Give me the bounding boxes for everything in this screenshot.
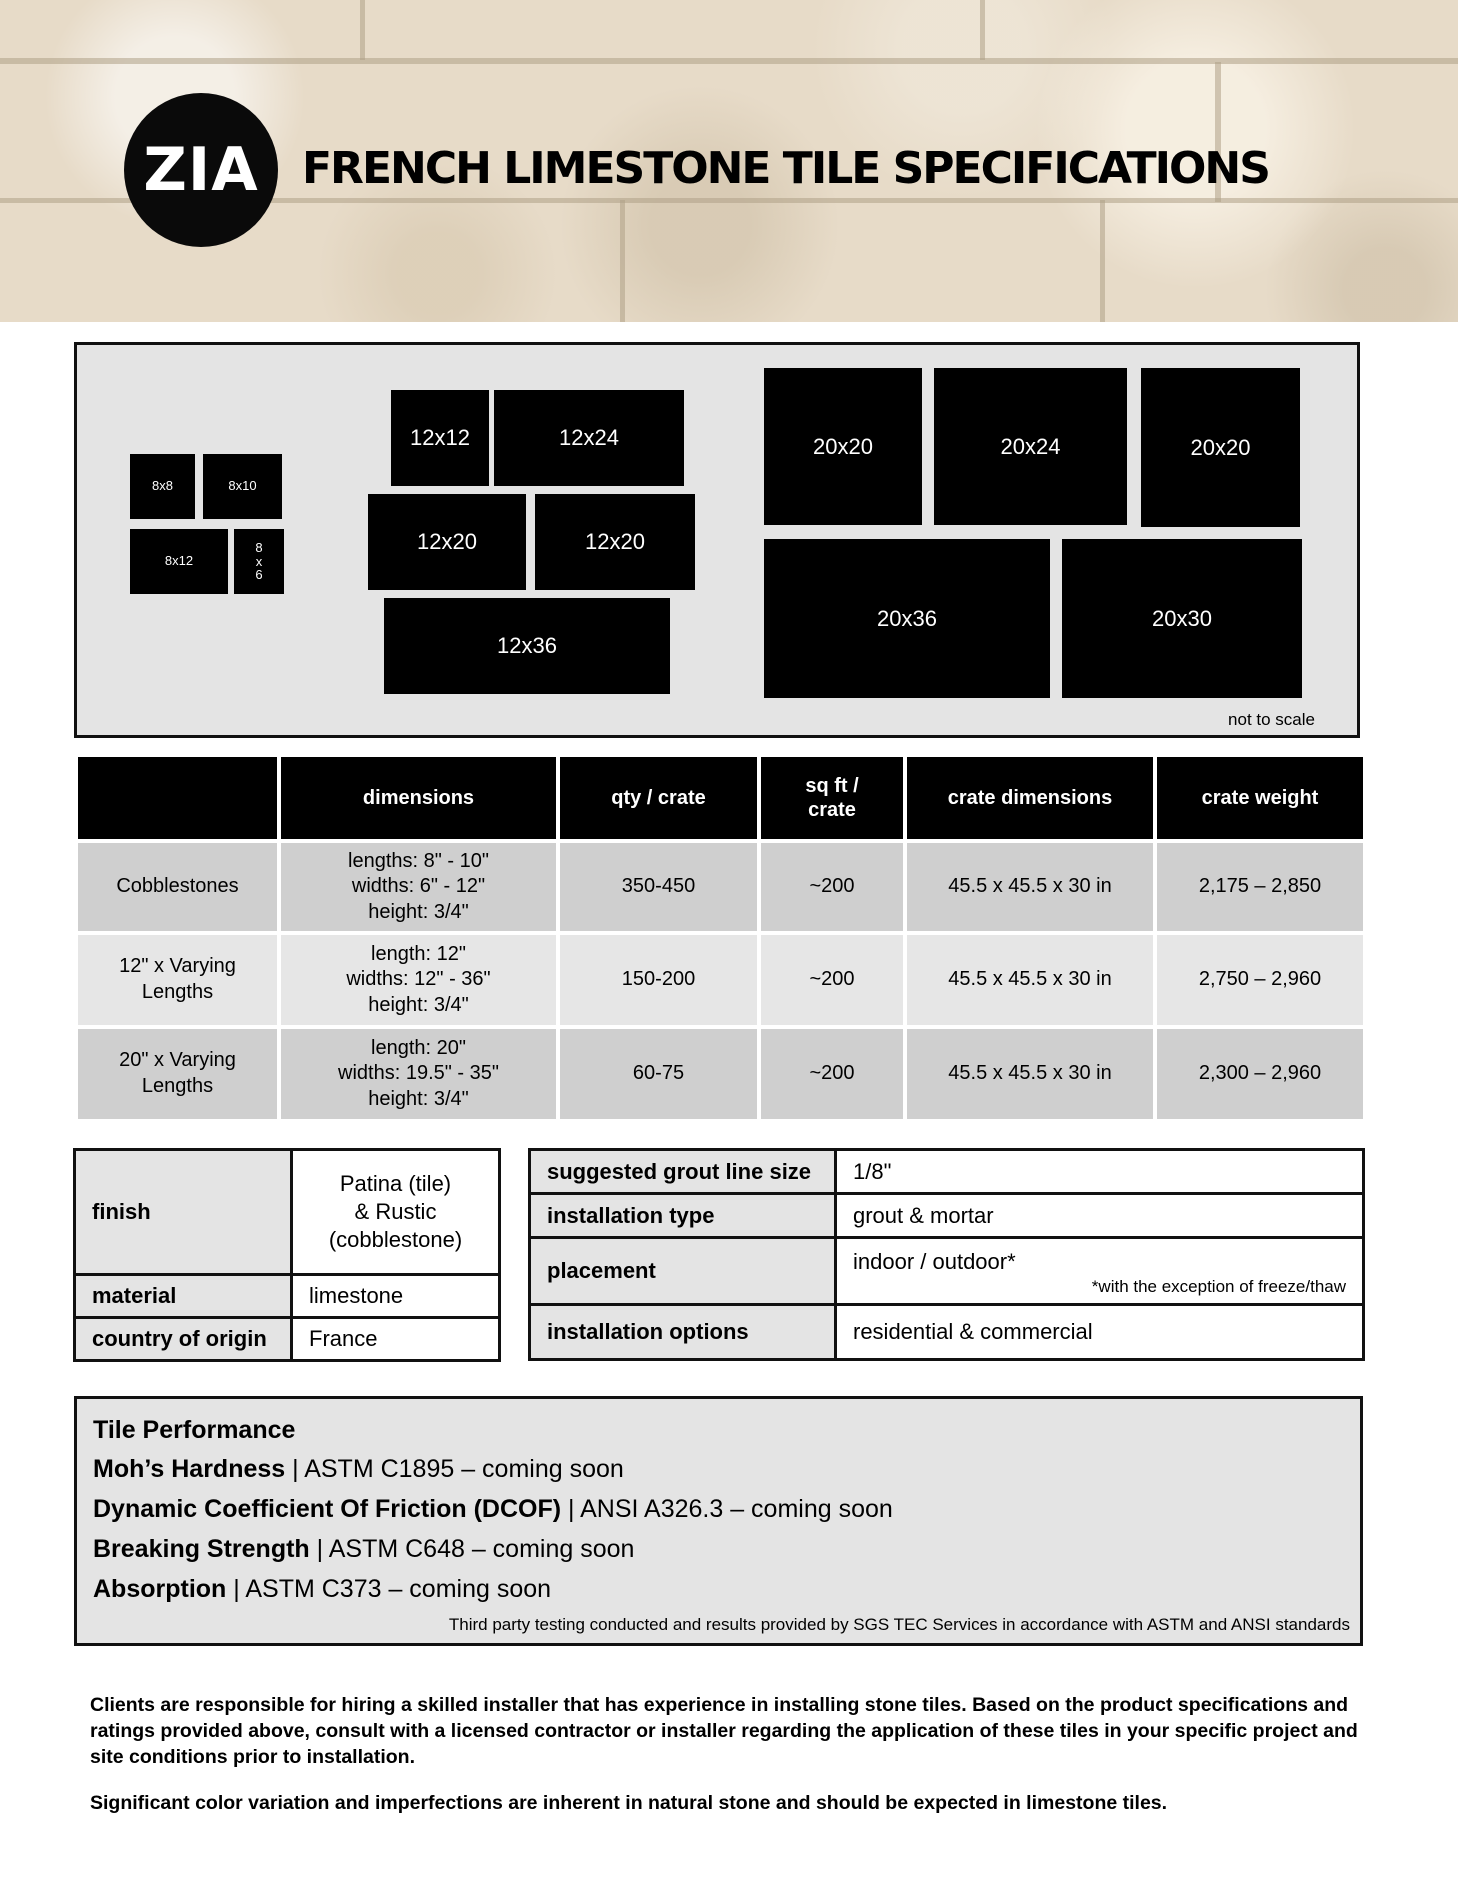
tile-8x10: 8x10	[203, 454, 282, 519]
qty-cell: 150-200	[560, 931, 757, 1025]
placement-note: *with the exception of freeze/thaw	[1091, 1277, 1346, 1296]
installation-type-value: grout & mortar	[836, 1194, 1364, 1238]
performance-label: Dynamic Coefficient Of Friction (DCOF)	[93, 1495, 562, 1523]
performance-value: | ANSI A326.3 – coming soon	[568, 1495, 893, 1523]
tile-20x24: 20x24	[934, 368, 1127, 525]
placement-label: placement	[530, 1238, 836, 1305]
page-title: FRENCH LIMESTONE TILE SPECIFICATIONS	[302, 143, 1269, 194]
installation-options-label: installation options	[530, 1305, 836, 1360]
material-label: material	[75, 1275, 292, 1318]
performance-row	[93, 1489, 1346, 1529]
crate-dimensions-cell: 45.5 x 45.5 x 30 in	[907, 1025, 1153, 1119]
material-info-table	[73, 1148, 501, 1362]
dimension-line: height: 3/4"	[368, 1087, 469, 1110]
product-name: 20" x Varying Lengths	[78, 1025, 277, 1119]
column-header-qty: qty / crate	[560, 757, 757, 839]
material-row	[75, 1275, 500, 1318]
placement-value: indoor / outdoor*	[853, 1249, 1016, 1274]
dimension-line: height: 3/4"	[368, 900, 469, 923]
tile-12x20-right: 12x20	[535, 494, 695, 590]
installer-disclaimer: Clients are responsible for hiring a skilled installer that has experience in installing stone tiles. Based on the product specifications and ratings provided above, consult with a licensed contractor or installer regarding the application of these tiles in your specific project and site conditions prior to installation.	[90, 1694, 1358, 1768]
qty-cell: 350-450	[560, 839, 757, 931]
dimensions-cell	[281, 1025, 556, 1119]
sqft-cell: ~200	[761, 931, 903, 1025]
column-header-dimensions: dimensions	[281, 757, 556, 839]
sqft-cell: ~200	[761, 1025, 903, 1119]
performance-title: Tile Performance	[93, 1416, 296, 1444]
installation-type-label: installation type	[530, 1194, 836, 1238]
finish-value: Patina (tile) & Rustic (cobblestone)	[292, 1150, 500, 1275]
performance-value: | ASTM C1895 – coming soon	[292, 1455, 624, 1483]
dimension-line: lengths: 8" - 10"	[348, 849, 489, 872]
table-row	[78, 1025, 1363, 1119]
qty-cell: 60-75	[560, 1025, 757, 1119]
grout-value: 1/8"	[836, 1150, 1364, 1194]
tile-12x12: 12x12	[391, 390, 489, 486]
tile-20x20-left: 20x20	[764, 368, 922, 525]
not-to-scale-note: not to scale	[1228, 710, 1315, 729]
performance-row	[93, 1449, 1346, 1489]
installation-options-row	[530, 1305, 1364, 1360]
dimension-line: length: 12"	[371, 942, 466, 965]
crate-weight-cell: 2,750 – 2,960	[1157, 931, 1363, 1025]
crate-weight-cell: 2,175 – 2,850	[1157, 839, 1363, 931]
tile-12x36: 12x36	[384, 598, 670, 694]
placement-row	[530, 1238, 1364, 1305]
dimension-line: widths: 19.5" - 35"	[338, 1062, 499, 1085]
dimensions-cell	[281, 839, 556, 931]
column-header-crate-dimensions: crate dimensions	[907, 757, 1153, 839]
material-value: limestone	[292, 1275, 500, 1318]
testing-footnote: Third party testing conducted and results provided by SGS TEC Services in accordance with ASTM and ANSI standards	[448, 1615, 1350, 1634]
origin-row	[75, 1318, 500, 1361]
tile-12x24: 12x24	[494, 390, 684, 486]
crate-dimensions-cell: 45.5 x 45.5 x 30 in	[907, 931, 1153, 1025]
grout-row	[530, 1150, 1364, 1194]
performance-value: | ASTM C373 – coming soon	[233, 1575, 552, 1603]
column-header-crate-weight: crate weight	[1157, 757, 1363, 839]
logo-text: ZIA	[143, 135, 259, 205]
table-header-row	[78, 757, 1363, 839]
dimension-line: widths: 12" - 36"	[346, 968, 491, 991]
installation-table	[528, 1148, 1365, 1361]
performance-label: Moh’s Hardness	[93, 1455, 286, 1483]
sqft-cell: ~200	[761, 839, 903, 931]
performance-value: | ASTM C648 – coming soon	[316, 1535, 635, 1563]
origin-value: France	[292, 1318, 500, 1361]
origin-label: country of origin	[75, 1318, 292, 1361]
tile-8x8: 8x8	[130, 454, 195, 519]
crate-dimensions-cell: 45.5 x 45.5 x 30 in	[907, 839, 1153, 931]
header-stone-banner	[0, 0, 1458, 322]
performance-label: Breaking Strength	[93, 1535, 310, 1563]
table-row	[78, 839, 1363, 931]
finish-row	[75, 1150, 500, 1275]
tile-8x12: 8x12	[130, 529, 228, 594]
product-name: 12" x Varying Lengths	[78, 931, 277, 1025]
tile-20x20-right: 20x20	[1141, 368, 1300, 527]
variation-disclaimer: Significant color variation and imperfections are inherent in natural stone and should be expected in limestone tiles.	[90, 1792, 1168, 1814]
dimension-line: height: 3/4"	[368, 993, 469, 1016]
dimensions-cell	[281, 931, 556, 1025]
product-name: Cobblestones	[78, 839, 277, 931]
tile-20x36: 20x36	[764, 539, 1050, 698]
performance-row	[93, 1569, 1346, 1609]
grout-label: suggested grout line size	[530, 1150, 836, 1194]
table-row	[78, 931, 1363, 1025]
performance-label: Absorption	[93, 1575, 227, 1603]
tile-8x6: 8 x 6	[234, 529, 284, 594]
dimension-line: widths: 6" - 12"	[351, 875, 486, 898]
tile-12x20-left: 12x20	[368, 494, 526, 590]
installation-options-value: residential & commercial	[836, 1305, 1364, 1360]
column-header-sqft: sq ft / crate	[761, 757, 903, 839]
performance-row	[93, 1529, 1346, 1569]
tile-size-diagram	[74, 342, 1360, 738]
installation-type-row	[530, 1194, 1364, 1238]
finish-label: finish	[75, 1150, 292, 1275]
specifications-table	[74, 757, 1367, 1119]
column-header-product	[78, 757, 277, 839]
tile-performance-box	[74, 1396, 1363, 1646]
placement-cell	[836, 1238, 1364, 1305]
crate-weight-cell: 2,300 – 2,960	[1157, 1025, 1363, 1119]
tile-20x30: 20x30	[1062, 539, 1302, 698]
dimension-line: length: 20"	[371, 1036, 466, 1059]
zia-logo	[124, 93, 278, 247]
